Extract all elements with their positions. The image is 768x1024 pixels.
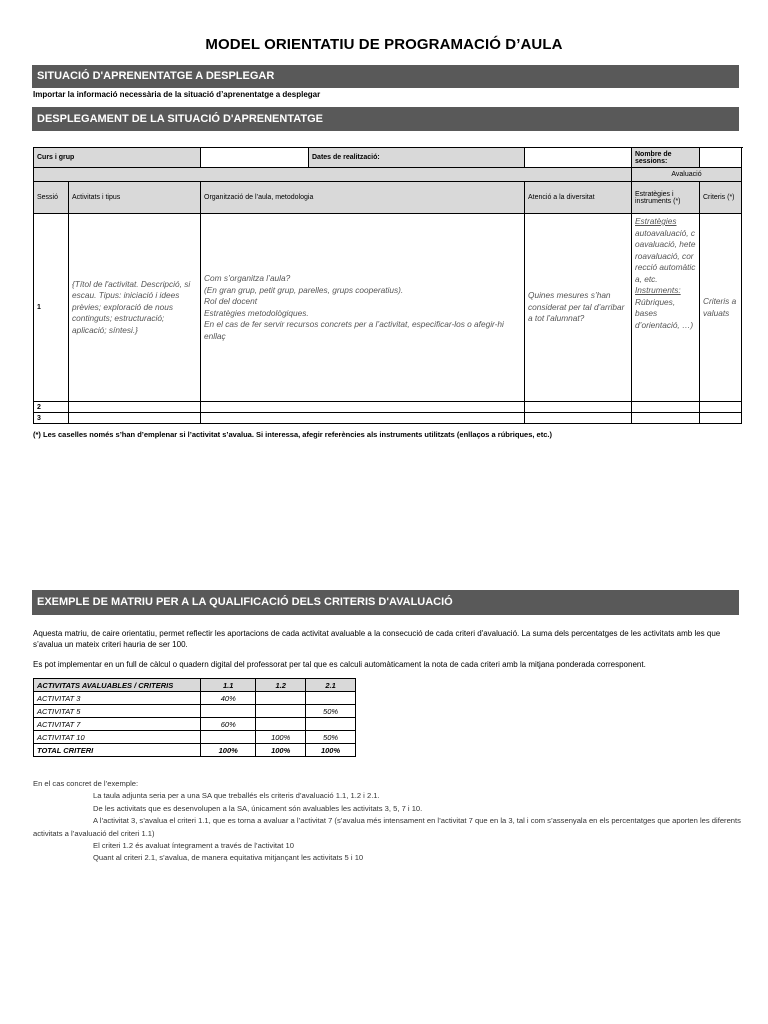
dates-value[interactable] [525, 148, 632, 168]
section-heading-matrix: EXEMPLE DE MATRIU PER A LA QUALIFICACIÓ DELS CRITERIS D'AVALUACIÓ [32, 590, 739, 615]
matrix-total-label: TOTAL CRITERI [34, 744, 201, 757]
evaluation-label: Avaluació [632, 168, 742, 182]
matrix-implementation-note: Es pot implementar en un full de càlcul o quadern digital del professorat per tal que es calculi automàticament la nota de cada criteri amb la mitjana ponderada corresponent. [33, 660, 646, 669]
matrix-cell [201, 705, 256, 718]
matrix-cell: 50% [306, 705, 356, 718]
col-activities: Activitats i tipus [69, 182, 201, 214]
instruments-text: Rúbriques, bases d’orientació, …) [635, 296, 694, 330]
strategies-text: autoavaluació, coavaluació, heteroavaluació, correcció automàtica, etc. [635, 227, 696, 284]
strategies-heading: Estratègies [635, 216, 677, 226]
matrix-total: 100% [256, 744, 306, 757]
page-title: MODEL ORIENTATIU DE PROGRAMACIÓ D’AULA [205, 36, 563, 53]
sessions-value[interactable] [700, 148, 742, 168]
organization-cell[interactable] [201, 413, 525, 424]
matrix-header-criterion: 1.2 [256, 679, 306, 692]
example-intro: En el cas concret de l’exemple: [33, 779, 139, 788]
organization-line: Rol del docent [204, 296, 258, 306]
matrix-activity: ACTIVITAT 3 [34, 692, 201, 705]
matrix-cell [306, 692, 356, 705]
col-diversity: Atenció a la diversitat [525, 182, 632, 214]
activity-cell[interactable] [69, 402, 201, 413]
matrix-cell: 50% [306, 731, 356, 744]
session-number: 1 [34, 214, 69, 402]
sessions-label: Nombre de sessions: [632, 148, 700, 168]
section-heading-deployment: DESPLEGAMENT DE LA SITUACIÓ D'APRENENTATGE [32, 107, 739, 131]
diversity-cell[interactable] [525, 413, 632, 424]
strategies-cell[interactable] [632, 402, 700, 413]
matrix-activity: ACTIVITAT 10 [34, 731, 201, 744]
example-item: El criteri 1.2 és avaluat íntegrament a través de l’activitat 10 [93, 841, 294, 851]
criteria-cell[interactable] [700, 413, 742, 424]
import-note: Importar la informació necessària de la situació d’aprenentatge a desplegar [33, 90, 321, 99]
col-organization: Organització de l’aula, metodologia [201, 182, 525, 214]
course-label: Curs i grup [34, 148, 201, 168]
example-item: De les activitats que es desenvolupen a la SA, únicament són avaluables les activitats 3, 5, 7 i 10. [93, 803, 423, 813]
session-number: 3 [34, 413, 69, 424]
col-strategies: Estratègies i instruments (*) [632, 182, 700, 214]
matrix-total: 100% [306, 744, 356, 757]
activity-cell[interactable] [69, 413, 201, 424]
session-number: 2 [34, 402, 69, 413]
activity-description[interactable]: {Títol de l'activitat. Descripció, si escau. Tipus: iniciació i idees prèvies; exploració de nous continguts; estructuració; aplicació; síntesi.} [69, 214, 201, 402]
matrix-description: Aquesta matriu, de caire orientatiu, permet reflectir les aportacions de cada activitat avaluable a la consecució de cada criteri d'avaluació. La suma dels percentatges de les activitats amb les que s’avalua un mateix criteri hauria de ser 100. [33, 629, 721, 649]
strategies-cell[interactable] [632, 413, 700, 424]
matrix-cell [306, 718, 356, 731]
organization-description[interactable] [201, 214, 525, 402]
matrix-total: 100% [201, 744, 256, 757]
dates-label: Dates de realització: [309, 148, 525, 168]
example-item: A l’activitat 3, s’avalua el criteri 1.1, que es torna a avaluar a l’activitat 7 (s’avalua més intensament en l’activitat 7 que en la 3, tal i com s’assenyala en els percentatges que aporten les diferents activitats a l’avaluació del criteri 1.1) [33, 816, 741, 838]
header-filler [34, 168, 632, 182]
matrix-cell [256, 718, 306, 731]
matrix-cell [256, 692, 306, 705]
organization-line: Com s’organitza l’aula? [204, 273, 291, 283]
footnote: (*) Les caselles només s’han d’emplenar si l’activitat s’avalua. Si interessa, afegir referències als instruments utilitzats (enllaços a rúbriques, etc.) [33, 430, 552, 439]
example-explanation [33, 778, 743, 865]
matrix-header-criterion: 1.1 [201, 679, 256, 692]
instruments-heading: Instruments: [635, 285, 681, 295]
organization-line: En el cas de fer servir recursos concrets per a l’activitat, especificar-los o afegir-hi enllaç [204, 319, 504, 341]
matrix-cell: 100% [256, 731, 306, 744]
example-item: Quant al criteri 2.1, s’avalua, de manera equitativa mitjançant les activitats 5 i 10 [93, 853, 364, 863]
matrix-cell [201, 731, 256, 744]
matrix-cell: 60% [201, 718, 256, 731]
matrix-header-label: ACTIVITATS AVALUABLES / CRITERIS [34, 679, 201, 692]
criteria-cell[interactable] [700, 402, 742, 413]
matrix-cell: 40% [201, 692, 256, 705]
example-item: La taula adjunta seria per a una SA que treballés els criteris d’avaluació 1.1, 1.2 i 2.1. [93, 791, 380, 801]
organization-line: (En gran grup, petit grup, parelles, grups cooperatius). [204, 284, 404, 295]
organization-cell[interactable] [201, 402, 525, 413]
organization-line: Estratègies metodològiques. [204, 307, 309, 318]
criteria-description[interactable]: Criteris avaluats [700, 214, 742, 402]
strategies-description[interactable] [632, 214, 700, 402]
section-heading-situation: SITUACIÓ D'APRENENTATGE A DESPLEGAR [32, 65, 739, 88]
diversity-description[interactable]: Quines mesures s’han considerat per tal d’arribar a tot l’alumnat? [525, 214, 632, 402]
matrix-cell [256, 705, 306, 718]
matrix-activity: ACTIVITAT 5 [34, 705, 201, 718]
col-criteria: Criteris (*) [700, 182, 742, 214]
col-session: Sessió [34, 182, 69, 214]
diversity-cell[interactable] [525, 402, 632, 413]
criteria-matrix [33, 678, 356, 757]
course-value[interactable] [201, 148, 309, 168]
planning-table [33, 147, 742, 424]
matrix-activity: ACTIVITAT 7 [34, 718, 201, 731]
matrix-header-criterion: 2.1 [306, 679, 356, 692]
